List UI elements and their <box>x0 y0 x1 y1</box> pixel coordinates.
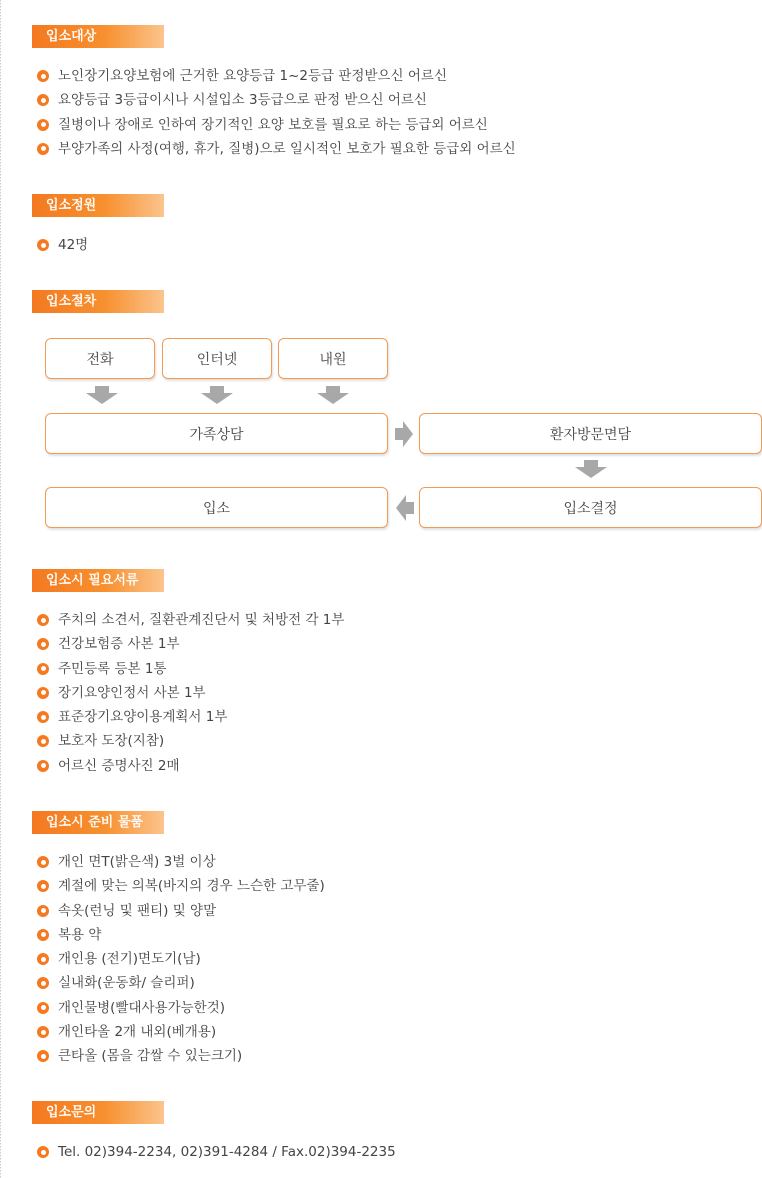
list-item <box>32 608 752 632</box>
inquiry-list <box>32 1140 752 1164</box>
section-procedure <box>32 290 752 313</box>
list-item <box>32 874 752 898</box>
list-item <box>32 754 752 778</box>
bullet-icon <box>37 735 49 747</box>
list-item-text: 장기요양인정서 사본 1부 <box>58 684 206 701</box>
bullet-icon <box>37 711 49 723</box>
list-item <box>32 996 752 1020</box>
step-family-consult: 가족상담 <box>45 413 388 454</box>
bullet-icon <box>37 239 49 251</box>
bullet-icon <box>37 1002 49 1014</box>
section-title-capacity: 입소정원 <box>32 194 164 217</box>
list-item <box>32 923 752 947</box>
documents-list <box>32 608 752 778</box>
list-item-text: 보호자 도장(지참) <box>58 733 165 750</box>
section-target <box>32 25 752 161</box>
step-decision: 입소결정 <box>419 487 762 528</box>
section-title-inquiry: 입소문의 <box>32 1101 164 1124</box>
step-internet: 인터넷 <box>162 338 272 379</box>
bullet-icon <box>37 1050 49 1062</box>
list-item <box>32 729 752 753</box>
target-list <box>32 64 752 161</box>
list-item <box>32 899 752 923</box>
section-title-supplies: 입소시 준비 물품 <box>32 811 164 834</box>
step-patient-interview: 환자방문면담 <box>419 413 762 454</box>
list-item <box>32 88 752 112</box>
section-title-target: 입소대상 <box>32 25 164 48</box>
list-item-text: 개인타올 2개 내외(베개용) <box>58 1024 217 1041</box>
bullet-icon <box>37 760 49 772</box>
list-item-text: 계절에 맞는 의복(바지의 경우 느슨한 고무줄) <box>58 878 325 895</box>
list-item <box>32 1140 752 1164</box>
section-supplies <box>32 811 752 1069</box>
list-item-text: 속옷(런닝 및 팬티) 및 양말 <box>58 902 217 919</box>
list-item <box>32 1020 752 1044</box>
arrow-down-icon <box>317 386 349 404</box>
list-item <box>32 64 752 88</box>
bullet-icon <box>37 880 49 892</box>
list-item-text: 실내화(운동화/ 슬리퍼) <box>58 975 195 992</box>
list-item-text: 건강보험증 사본 1부 <box>58 636 180 653</box>
bullet-icon <box>37 953 49 965</box>
step-admission: 입소 <box>45 487 388 528</box>
section-documents <box>32 569 752 778</box>
list-item <box>32 233 752 257</box>
bullet-icon <box>37 143 49 155</box>
list-item <box>32 850 752 874</box>
list-item <box>32 1044 752 1068</box>
arrow-down-icon <box>575 460 607 478</box>
bullet-icon <box>37 929 49 941</box>
bullet-icon <box>37 687 49 699</box>
bullet-icon <box>37 856 49 868</box>
section-title-procedure: 입소절차 <box>32 290 164 313</box>
list-item <box>32 113 752 137</box>
list-item-text: 개인용 (전기)면도기(남) <box>58 951 201 968</box>
arrow-left-icon <box>396 495 414 521</box>
bullet-icon <box>37 119 49 131</box>
section-title-documents: 입소시 필요서류 <box>32 569 164 592</box>
arrow-down-icon <box>86 386 118 404</box>
step-visit: 내원 <box>278 338 388 379</box>
bullet-icon <box>37 1026 49 1038</box>
list-item <box>32 632 752 656</box>
bullet-icon <box>37 905 49 917</box>
list-item-text: 부양가족의 사정(여행, 휴가, 질병)으로 일시적인 보호가 필요한 등급외 어르신 <box>58 140 516 157</box>
arrow-right-icon <box>395 421 413 447</box>
list-item-text: 표준장기요양이용계획서 1부 <box>58 709 228 726</box>
list-item-text: Tel. 02)394-2234, 02)391-4284 / Fax.02)394-2235 <box>58 1144 396 1160</box>
list-item <box>32 705 752 729</box>
list-item-text: 어르신 증명사진 2매 <box>58 757 180 774</box>
left-dotted-border <box>0 0 1 1178</box>
list-item <box>32 971 752 995</box>
list-item-text: 큰타올 (몸을 감쌀 수 있는크기) <box>58 1048 243 1065</box>
bullet-icon <box>37 1146 49 1158</box>
section-inquiry <box>32 1101 752 1164</box>
arrow-down-icon <box>201 386 233 404</box>
list-item <box>32 137 752 161</box>
capacity-list <box>32 233 752 257</box>
bullet-icon <box>37 70 49 82</box>
bullet-icon <box>37 663 49 675</box>
bullet-icon <box>37 638 49 650</box>
supplies-list <box>32 850 752 1069</box>
list-item-text: 노인장기요양보험에 근거한 요양등급 1~2등급 판정받으신 어르신 <box>58 68 448 84</box>
list-item-text: 개인물병(빨대사용가능한것) <box>58 999 226 1016</box>
list-item-text: 개인 면T(밝은색) 3벌 이상 <box>58 854 216 870</box>
step-phone: 전화 <box>45 338 155 379</box>
bullet-icon <box>37 977 49 989</box>
list-item-text: 주민등록 등본 1통 <box>58 660 167 677</box>
list-item-text: 요양등급 3등급이시나 시설입소 3등급으로 판정 받으신 어르신 <box>58 92 427 109</box>
list-item <box>32 681 752 705</box>
list-item-text: 질병이나 장애로 인하여 장기적인 요양 보호를 필요로 하는 등급외 어르신 <box>58 116 488 133</box>
list-item-text: 42명 <box>58 237 89 253</box>
list-item <box>32 947 752 971</box>
list-item-text: 복용 약 <box>58 926 102 943</box>
section-capacity <box>32 194 752 257</box>
bullet-icon <box>37 94 49 106</box>
bullet-icon <box>37 614 49 626</box>
list-item <box>32 657 752 681</box>
list-item-text: 주치의 소견서, 질환관계진단서 및 처방전 각 1부 <box>58 612 345 628</box>
